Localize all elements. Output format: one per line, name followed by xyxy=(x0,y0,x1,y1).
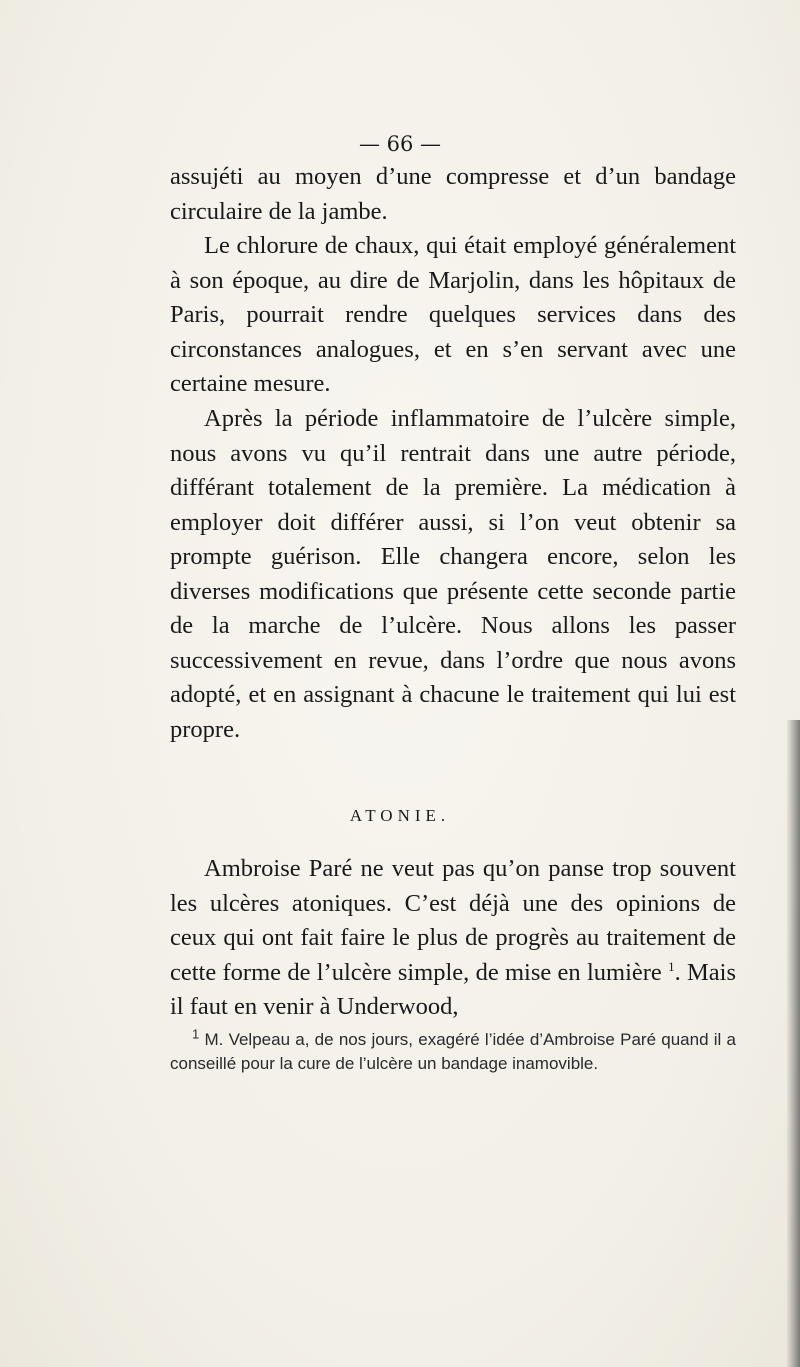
page-number: — 66 — xyxy=(358,132,442,156)
paragraph-2 xyxy=(170,402,736,747)
paragraph-1-text: assujéti au moyen d’une compresse et d’un bandage circulaire de la jambe. xyxy=(170,163,736,225)
footnote-text xyxy=(170,1028,736,1076)
paragraph-3-text xyxy=(170,852,736,1025)
paragraph-1 xyxy=(170,160,736,402)
paragraph-1b-text: Le chlorure de chaux, qui était employé généralement à son époque, au dire de Marjolin, dans les hôpitaux de Paris, pourrait rendre quelques services dans des circonstances analogues, et en s’en servant avec une certaine mesure. xyxy=(170,232,736,397)
footnote-body: M. Velpeau a, de nos jours, exagéré l’idée d’Ambroise Paré quand il a conseillé pour la cure de l’ulcère un bandage inamovible. xyxy=(170,1030,736,1073)
footnote-reference: 1 xyxy=(668,958,675,974)
paragraph-2-text: Après la période inflammatoire de l’ulcère simple, nous avons vu qu’il rentrait dans une autre période, différant totalement de la première. La médication à employer doit différer aussi, si l’on veut obtenir sa prompte guérison. Elle changera encore, selon les diverses modifications que présente cette seconde partie de la marche de l’ulcère. Nous allons les passer successivement en revue, dans l’ordre que nous avons adopté, et en assignant à chacune le traitement qui lui est propre. xyxy=(170,405,736,743)
paragraph-3 xyxy=(170,852,736,1025)
paragraph-3-main: Ambroise Paré ne veut pas qu’on panse trop souvent les ulcères atoniques. C’est déjà une des opinions de ceux qui ont fait faire le plus de progrès au traitement de cette forme de l’ulcère simple, de mise en lumière xyxy=(170,855,736,986)
footnote-mark: 1 xyxy=(192,1026,200,1042)
paragraph-3-end: . Mais il faut en venir à Underwood, xyxy=(170,958,737,1020)
section-heading: ATONIE. xyxy=(349,806,451,825)
footnote xyxy=(170,1028,736,1076)
